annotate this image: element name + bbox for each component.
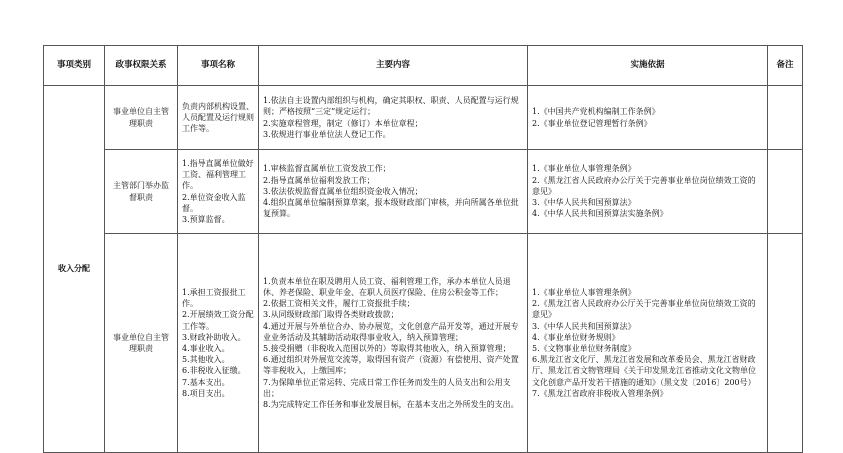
list-item: 5.接受捐赠（非税收入范围以外的）等取得其他收入，纳入预算管理； [263, 344, 511, 353]
list-item: 1.负责本单位在职及聘用人员工资、福利管理工作，承办本单位人员退休、养老保险、职业年金、在职人员医疗保险、住房公积金等工作； [263, 276, 511, 297]
relation-cell: 事业单位自主管理职责 [105, 86, 178, 150]
table-row [44, 86, 803, 150]
main-content-cell [259, 150, 528, 234]
header-main-content: 主要内容 [259, 46, 528, 86]
list-item: 2.单位资金收入监督。 [182, 192, 246, 213]
list-item: 7.《黑龙江省政府非税收入管理条例》 [532, 388, 668, 398]
list-item: 2.指导直属单位福利发放工作； [263, 175, 375, 185]
list-item: 4.《中华人民共和国预算法实施条例》 [532, 209, 668, 219]
list-item: 6.非税收入征缴。 [182, 366, 246, 376]
list-item: 1.指导直属单位做好工资、福利管理工作。 [182, 158, 254, 191]
basis-cell [528, 150, 768, 234]
list-item: 3.从同级财政部门取得各类财政拨款； [263, 310, 399, 320]
list-item: 6.通过组织对外展览交流等，取得国有资产（资源）有偿使用、资产处置等非税收入，上缴国库； [263, 355, 519, 376]
header-remarks: 备注 [768, 46, 803, 86]
table-row [44, 150, 803, 234]
list-item: 2.实施章程管理，制定（修订）本单位章程； [263, 118, 423, 128]
list-item: 1.依法自主设置内部组织与机构，确定其职权、职责、人员配置与运行规则；严格按照“三定”规定运行； [263, 96, 519, 117]
list-item: 1.《事业单位人事管理条例》 [532, 164, 636, 174]
list-item: 3.依法依规监督直属单位组织资金收入情况； [263, 186, 423, 196]
header-relation: 政事权限关系 [105, 46, 178, 86]
relation-cell: 主管部门举办监督职责 [105, 150, 178, 234]
relation-cell: 事业单位自主管理职责 [105, 234, 178, 453]
list-item: 3.预算监督。 [182, 214, 230, 224]
list-item: 8.项目支出。 [182, 388, 230, 398]
category-cell: 收入分配 [44, 86, 105, 453]
list-item: 4.通过开展与外单位合办、协办展览，文化创意产品开发等，通过开展专业业务活动及其辅助活动取得事业收入，纳入预算管理； [263, 321, 519, 342]
header-basis: 实施依据 [528, 46, 768, 86]
admin-items-table [43, 45, 803, 453]
list-item: 4.《事业单位财务规则》 [532, 332, 620, 342]
list-item: 3.依规进行事业单位法人登记工作。 [263, 129, 391, 139]
list-item: 1.审核监督直属单位工资发放工作； [263, 164, 391, 174]
header-item-name: 事项名称 [178, 46, 259, 86]
list-item: 1.承担工资报批工作。 [182, 287, 246, 309]
item-name-cell [178, 86, 259, 150]
list-item: 2.《黑龙江省人民政府办公厅关于完善事业单位岗位绩效工资的意见》 [532, 299, 756, 320]
remarks-cell [768, 234, 803, 453]
remarks-cell [768, 86, 803, 150]
list-item: 5.其他收入。 [182, 355, 230, 365]
table-row [44, 234, 803, 453]
list-item: 6.黑龙江省文化厅、黑龙江省发展和改革委员会、黑龙江省财政厅、黑龙江省文物管理局《关于印发黑龙江省推动文化文物单位文化创意产品开发若干措施的通知》（黑文发〔2016〕200号） [532, 355, 756, 387]
item-name-cell [178, 234, 259, 453]
list-item: 3.《中华人民共和国预算法》 [532, 321, 636, 331]
list-item: 3.《中华人民共和国预算法》 [532, 198, 636, 208]
list-item: 1.《事业单位人事管理条例》 [532, 287, 636, 297]
list-item: 2.《黑龙江省人民政府办公厅关于完善事业单位岗位绩效工资的意见》 [532, 175, 756, 196]
basis-cell [528, 234, 768, 453]
main-content-cell [259, 86, 528, 150]
header-category: 事项类别 [44, 46, 105, 86]
remarks-cell [768, 150, 803, 234]
list-item: 2.依据工资相关文件，履行工资报批手续； [263, 299, 415, 309]
table-header-row [44, 46, 803, 86]
item-name-cell [178, 150, 259, 234]
basis-cell [528, 86, 768, 150]
list-item: 1.《中国共产党机构编制工作条例》 [532, 107, 660, 117]
list-item: 负责内部机构设置、人员配置及运行规则工作等。 [182, 101, 254, 134]
list-item: 5.《文物事业单位财务制度》 [532, 344, 636, 353]
list-item: 2.开展绩效工资分配工作等。 [182, 310, 254, 331]
list-item: 3.财政补助收入。 [182, 332, 246, 342]
list-item: 4.组织直属单位编制预算草案，报本级财政部门审核，并向所属各单位批复预算。 [263, 198, 519, 219]
list-item: 7.为保障单位正常运转、完成日常工作任务而发生的人员支出和公用支出； [263, 377, 511, 398]
list-item: 2.《事业单位登记管理暂行条例》 [532, 118, 652, 128]
list-item: 8.为完成特定工作任务和事业发展目标，在基本支出之外所发生的支出。 [263, 400, 519, 410]
list-item: 4.事业收入。 [182, 344, 230, 353]
main-content-cell [259, 234, 528, 453]
list-item: 7.基本支出。 [182, 377, 230, 387]
